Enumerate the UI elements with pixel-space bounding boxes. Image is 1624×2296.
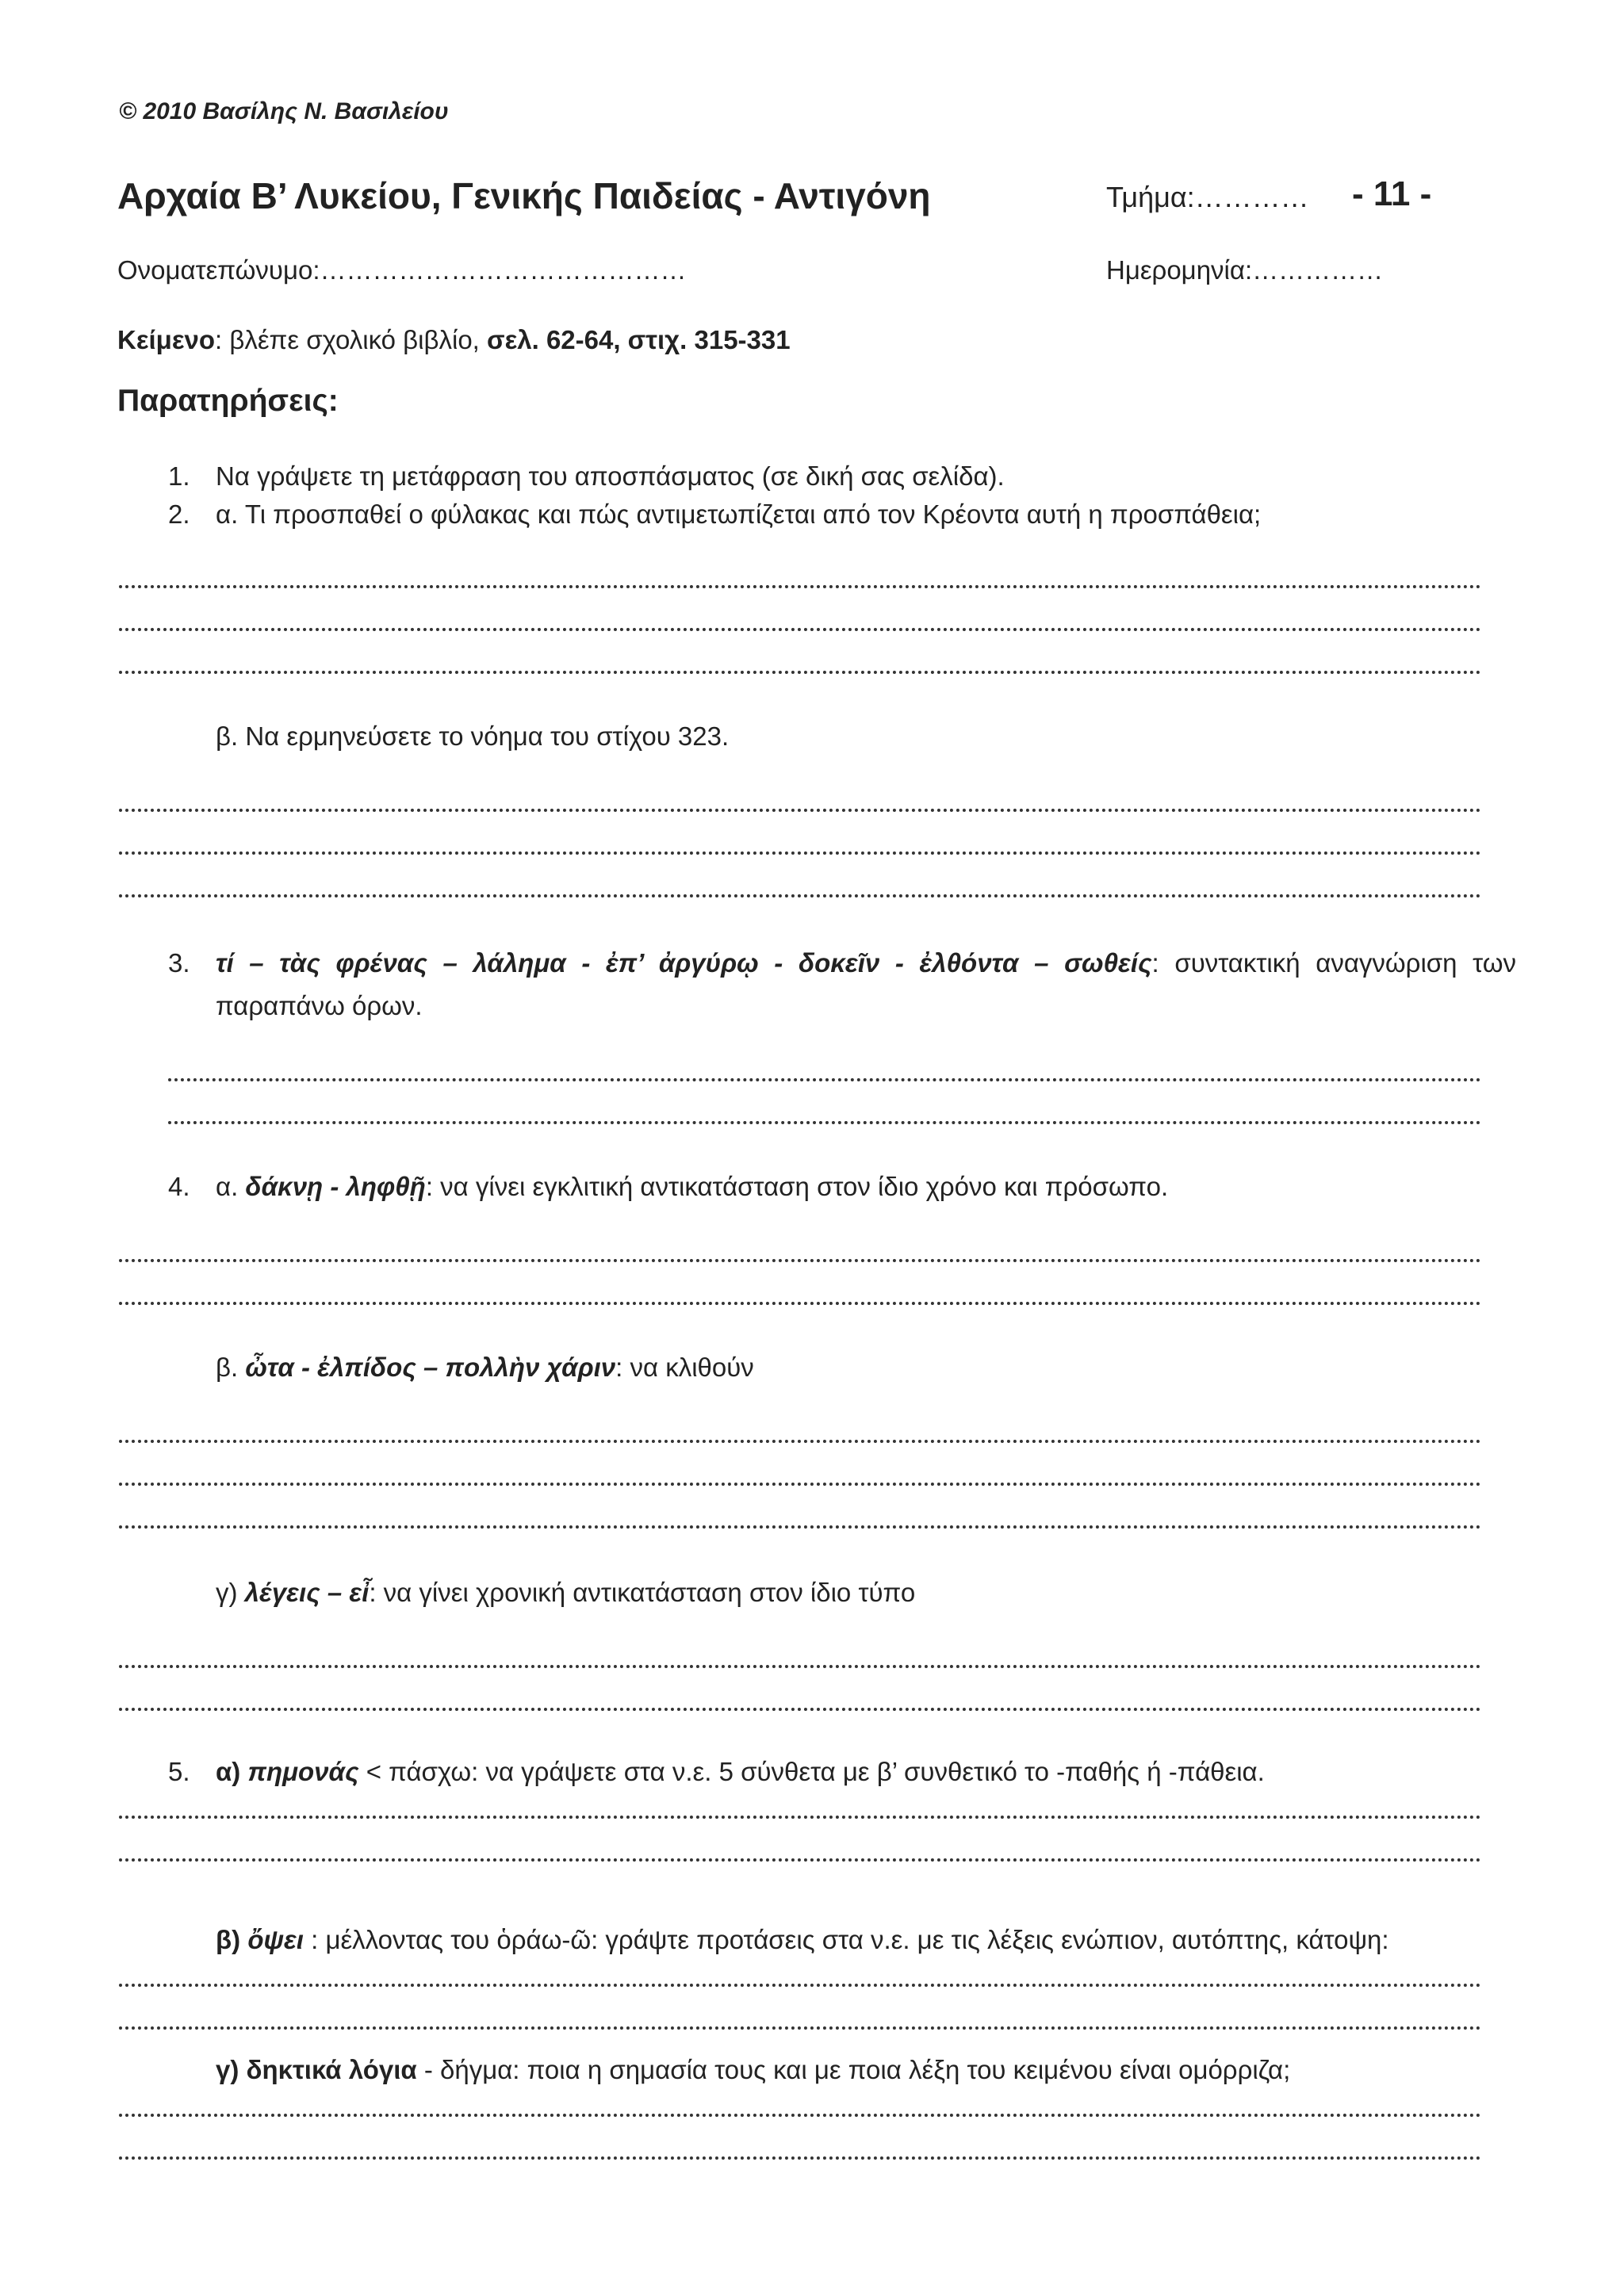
answer-line[interactable] xyxy=(119,2156,1481,2160)
question-4a-terms: δάκνῃ - ληφθῇ xyxy=(245,1172,426,1201)
copyright-notice: © 2010 Βασίλης Ν. Βασιλείου xyxy=(119,98,449,124)
answer-line[interactable] xyxy=(119,1259,1481,1262)
answer-line[interactable] xyxy=(168,1078,1481,1081)
answer-line[interactable] xyxy=(119,1984,1481,1987)
question-1-number: 1. xyxy=(168,461,190,491)
date-field: Ημερομηνία:…………… xyxy=(1106,255,1384,285)
question-4b-text xyxy=(216,1353,754,1383)
question-3-terms: τί – τὰς φρένας – λάλημα - ἐπ’ ἀργύρῳ - δοκεῖν - ἐλθόντα – σωθείς xyxy=(216,948,1152,978)
question-4a-prefix: α. xyxy=(216,1172,246,1201)
question-3-line-2: παραπάνω όρων. xyxy=(216,991,423,1020)
answer-line[interactable] xyxy=(119,671,1481,674)
answer-line[interactable] xyxy=(119,1440,1481,1443)
question-4a-rest: : να γίνει εγκλιτική αντικατάσταση στον ίδιο χρόνο και πρόσωπο. xyxy=(425,1172,1169,1201)
answer-line[interactable] xyxy=(119,1708,1481,1711)
question-4c-terms: λέγεις – εἶ xyxy=(244,1578,370,1607)
question-5b-rest: : μέλλοντας του ὁράω-ῶ: γράψτε προτάσεις στα ν.ε. με τις λέξεις ενώπιον, αυτόπτης, κάτοψη: xyxy=(303,1925,1389,1954)
answer-line[interactable] xyxy=(119,809,1481,812)
answer-line[interactable] xyxy=(119,1665,1481,1668)
question-5c-rest: - δήγμα: ποια η σημασία τους και με ποια λέξη του κειμένου είναι ομόρριζα; xyxy=(416,2055,1291,2084)
question-5c-terms: γ) δηκτικά λόγια xyxy=(216,2055,417,2084)
question-4b-prefix: β. xyxy=(216,1353,246,1382)
section-field: Τμήμα:………… xyxy=(1106,181,1309,213)
question-4c-prefix: γ) xyxy=(216,1578,245,1607)
answer-line[interactable] xyxy=(119,1483,1481,1486)
answer-line[interactable] xyxy=(119,1302,1481,1305)
question-5b-prefix: β) xyxy=(216,1925,248,1954)
text-reference-middle: : βλέπε σχολικό βιβλίο, xyxy=(215,325,488,354)
answer-line[interactable] xyxy=(119,894,1481,897)
question-4b-rest: : να κλιθούν xyxy=(615,1353,754,1382)
question-4c-rest: : να γίνει χρονική αντικατάσταση στον ίδιο τύπο xyxy=(369,1578,916,1607)
answer-line[interactable] xyxy=(119,2114,1481,2117)
name-field: Ονοματεπώνυμο:…………………………………… xyxy=(117,255,687,285)
answer-line[interactable] xyxy=(119,851,1481,855)
observations-heading: Παρατηρήσεις: xyxy=(117,384,339,418)
question-5a-text xyxy=(216,1757,1265,1787)
question-3-line-1 xyxy=(216,948,1516,978)
question-5-number: 5. xyxy=(168,1757,190,1786)
text-reference-pages: σελ. 62-64, στιχ. 315-331 xyxy=(487,325,791,354)
question-5b-text xyxy=(216,1925,1389,1955)
answer-line[interactable] xyxy=(119,1816,1481,1819)
answer-line[interactable] xyxy=(119,585,1481,588)
text-reference xyxy=(117,325,791,355)
answer-line[interactable] xyxy=(119,2026,1481,2030)
answer-line[interactable] xyxy=(119,628,1481,631)
question-4c-text xyxy=(216,1578,915,1608)
question-4a-text xyxy=(216,1172,1168,1202)
text-reference-label: Κείμενο xyxy=(117,325,216,354)
answer-line[interactable] xyxy=(119,1858,1481,1862)
question-2-number: 2. xyxy=(168,499,190,529)
question-5c-text xyxy=(216,2055,1290,2085)
question-2b-text: β. Να ερμηνεύσετε το νόημα του στίχου 323. xyxy=(216,721,730,751)
page-title: Αρχαία Β’ Λυκείου, Γενικής Παιδείας - Αντιγόνη xyxy=(117,175,931,216)
question-5a-prefix: α) xyxy=(216,1757,248,1786)
question-5a-terms: πημονάς xyxy=(247,1757,359,1786)
answer-line[interactable] xyxy=(168,1121,1481,1124)
question-4-number: 4. xyxy=(168,1172,190,1201)
question-5b-terms: ὄψει xyxy=(247,1925,304,1954)
question-3-rest: : συντακτική αναγνώριση των xyxy=(1151,948,1516,978)
question-1-text: Να γράψετε τη μετάφραση του αποσπάσματος (σε δική σας σελίδα). xyxy=(216,461,1005,491)
question-3-number: 3. xyxy=(168,948,190,978)
question-5a-rest: < πάσχω: να γράψετε στα ν.ε. 5 σύνθετα με β’ συνθετικό το -παθής ή -πάθεια. xyxy=(358,1757,1265,1786)
question-4b-terms: ὦτα - ἐλπίδος – πολλὴν χάριν xyxy=(245,1353,616,1382)
question-2a-text: α. Τι προσπαθεί ο φύλακας και πώς αντιμετωπίζεται από τον Κρέοντα αυτή η προσπάθεια; xyxy=(216,499,1262,529)
answer-line[interactable] xyxy=(119,1525,1481,1529)
page-number: - 11 - xyxy=(1352,174,1432,213)
